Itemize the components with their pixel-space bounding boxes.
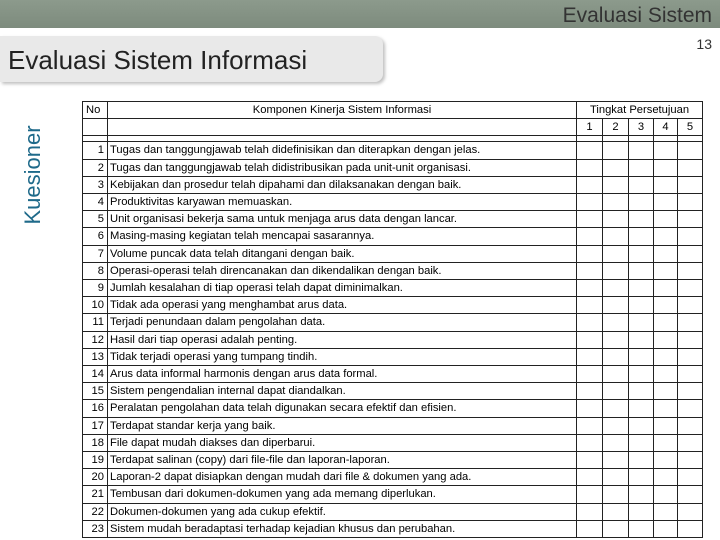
rating-cell-3[interactable] bbox=[629, 245, 654, 262]
rating-cell-4[interactable] bbox=[654, 245, 678, 262]
row-statement: File dapat mudah diakses dan diperbarui. bbox=[108, 434, 577, 451]
rating-cell-5[interactable] bbox=[678, 314, 703, 331]
rating-cell-1[interactable] bbox=[577, 297, 603, 314]
rating-cell-3[interactable] bbox=[629, 297, 654, 314]
rating-cell-1[interactable] bbox=[577, 503, 603, 520]
rating-cell-3[interactable] bbox=[629, 400, 654, 417]
table-row bbox=[83, 366, 703, 383]
rating-cell-3[interactable] bbox=[629, 348, 654, 365]
row-number: 1 bbox=[83, 142, 108, 159]
rating-cell-3[interactable] bbox=[629, 314, 654, 331]
row-number: 16 bbox=[83, 400, 108, 417]
rating-cell-1[interactable] bbox=[577, 211, 603, 228]
table-row bbox=[83, 159, 703, 176]
questionnaire-table bbox=[82, 101, 703, 538]
col-agreement-header: Tingkat Persetujuan bbox=[577, 102, 703, 119]
rating-cell-1[interactable] bbox=[577, 331, 603, 348]
scale-empty-component bbox=[108, 119, 577, 136]
rating-cell-2[interactable] bbox=[603, 520, 629, 537]
rating-cell-2[interactable] bbox=[603, 194, 629, 211]
rating-cell-5[interactable] bbox=[678, 434, 703, 451]
rating-cell-4[interactable] bbox=[654, 417, 678, 434]
scale-header-3: 3 bbox=[629, 119, 654, 136]
rating-cell-1[interactable] bbox=[577, 194, 603, 211]
row-statement: Sistem pengendalian internal dapat diandalkan. bbox=[108, 383, 577, 400]
rating-cell-4[interactable] bbox=[654, 262, 678, 279]
row-number: 3 bbox=[83, 176, 108, 193]
rating-cell-2[interactable] bbox=[603, 176, 629, 193]
row-number: 4 bbox=[83, 194, 108, 211]
rating-cell-4[interactable] bbox=[654, 348, 678, 365]
rating-cell-1[interactable] bbox=[577, 245, 603, 262]
rating-cell-5[interactable] bbox=[678, 280, 703, 297]
rating-cell-2[interactable] bbox=[603, 348, 629, 365]
rating-cell-1[interactable] bbox=[577, 142, 603, 159]
row-statement: Jumlah kesalahan di tiap operasi telah dapat diminimalkan. bbox=[108, 280, 577, 297]
row-number: 10 bbox=[83, 297, 108, 314]
rating-cell-5[interactable] bbox=[678, 262, 703, 279]
rating-cell-5[interactable] bbox=[678, 194, 703, 211]
rating-cell-2[interactable] bbox=[603, 383, 629, 400]
rating-cell-1[interactable] bbox=[577, 348, 603, 365]
rating-cell-1[interactable] bbox=[577, 520, 603, 537]
rating-cell-4[interactable] bbox=[654, 486, 678, 503]
rating-cell-1[interactable] bbox=[577, 417, 603, 434]
row-number: 5 bbox=[83, 211, 108, 228]
table-row bbox=[83, 452, 703, 469]
rating-cell-5[interactable] bbox=[678, 211, 703, 228]
table-row bbox=[83, 228, 703, 245]
row-number: 13 bbox=[83, 348, 108, 365]
rating-cell-2[interactable] bbox=[603, 503, 629, 520]
rating-cell-3[interactable] bbox=[629, 417, 654, 434]
table-row bbox=[83, 469, 703, 486]
table-row bbox=[83, 434, 703, 451]
row-statement: Terdapat salinan (copy) dari file-file dan laporan-laporan. bbox=[108, 452, 577, 469]
rating-cell-5[interactable] bbox=[678, 331, 703, 348]
rating-cell-1[interactable] bbox=[577, 469, 603, 486]
rating-cell-1[interactable] bbox=[577, 400, 603, 417]
side-label: Kuesioner bbox=[20, 125, 45, 225]
rating-cell-5[interactable] bbox=[678, 159, 703, 176]
rating-cell-3[interactable] bbox=[629, 366, 654, 383]
rating-cell-5[interactable] bbox=[678, 366, 703, 383]
rating-cell-4[interactable] bbox=[654, 366, 678, 383]
header-row bbox=[83, 102, 703, 119]
rating-cell-3[interactable] bbox=[629, 159, 654, 176]
rating-cell-3[interactable] bbox=[629, 142, 654, 159]
table-row bbox=[83, 503, 703, 520]
row-number: 8 bbox=[83, 262, 108, 279]
table-row bbox=[83, 245, 703, 262]
rating-cell-4[interactable] bbox=[654, 452, 678, 469]
side-label-wrap bbox=[20, 100, 46, 250]
rating-cell-5[interactable] bbox=[678, 400, 703, 417]
rating-cell-2[interactable] bbox=[603, 297, 629, 314]
scale-header-2: 2 bbox=[603, 119, 629, 136]
rating-cell-4[interactable] bbox=[654, 469, 678, 486]
table-row bbox=[83, 280, 703, 297]
table-row bbox=[83, 314, 703, 331]
row-number: 22 bbox=[83, 503, 108, 520]
rating-cell-4[interactable] bbox=[654, 331, 678, 348]
rating-cell-2[interactable] bbox=[603, 366, 629, 383]
rating-cell-2[interactable] bbox=[603, 280, 629, 297]
row-statement: Sistem mudah beradaptasi terhadap kejadian khusus dan perubahan. bbox=[108, 520, 577, 537]
rating-cell-5[interactable] bbox=[678, 228, 703, 245]
row-statement: Operasi-operasi telah direncanakan dan dikendalikan dengan baik. bbox=[108, 262, 577, 279]
rating-cell-5[interactable] bbox=[678, 348, 703, 365]
col-no-header: No bbox=[83, 102, 108, 119]
rating-cell-2[interactable] bbox=[603, 228, 629, 245]
rating-cell-1[interactable] bbox=[577, 383, 603, 400]
rating-cell-4[interactable] bbox=[654, 434, 678, 451]
col-component-header: Komponen Kinerja Sistem Informasi bbox=[108, 102, 577, 119]
page-number: 13 bbox=[696, 36, 712, 52]
rating-cell-4[interactable] bbox=[654, 383, 678, 400]
row-number: 14 bbox=[83, 366, 108, 383]
rating-cell-1[interactable] bbox=[577, 366, 603, 383]
row-statement: Arus data informal harmonis dengan arus data formal. bbox=[108, 366, 577, 383]
row-number: 7 bbox=[83, 245, 108, 262]
rating-cell-2[interactable] bbox=[603, 486, 629, 503]
rating-cell-1[interactable] bbox=[577, 228, 603, 245]
table-row bbox=[83, 176, 703, 193]
row-statement: Tembusan dari dokumen-dokumen yang ada memang diperlukan. bbox=[108, 486, 577, 503]
rating-cell-2[interactable] bbox=[603, 245, 629, 262]
rating-cell-4[interactable] bbox=[654, 520, 678, 537]
rating-cell-5[interactable] bbox=[678, 503, 703, 520]
row-statement: Dokumen-dokumen yang ada cukup efektif. bbox=[108, 503, 577, 520]
rating-cell-3[interactable] bbox=[629, 211, 654, 228]
row-number: 2 bbox=[83, 159, 108, 176]
row-statement: Volume puncak data telah ditangani dengan baik. bbox=[108, 245, 577, 262]
rating-cell-1[interactable] bbox=[577, 486, 603, 503]
row-number: 19 bbox=[83, 452, 108, 469]
rating-cell-2[interactable] bbox=[603, 262, 629, 279]
rating-cell-4[interactable] bbox=[654, 280, 678, 297]
rating-cell-5[interactable] bbox=[678, 520, 703, 537]
slide-title: Evaluasi Sistem Informasi bbox=[8, 45, 308, 75]
rating-cell-4[interactable] bbox=[654, 194, 678, 211]
row-statement: Tidak terjadi operasi yang tumpang tindih. bbox=[108, 348, 577, 365]
row-number: 23 bbox=[83, 520, 108, 537]
rating-cell-1[interactable] bbox=[577, 434, 603, 451]
row-number: 20 bbox=[83, 469, 108, 486]
rating-cell-5[interactable] bbox=[678, 486, 703, 503]
rating-cell-5[interactable] bbox=[678, 142, 703, 159]
rating-cell-3[interactable] bbox=[629, 194, 654, 211]
scale-header-1: 1 bbox=[577, 119, 603, 136]
rating-cell-3[interactable] bbox=[629, 452, 654, 469]
row-number: 12 bbox=[83, 331, 108, 348]
rating-cell-3[interactable] bbox=[629, 469, 654, 486]
rating-cell-2[interactable] bbox=[603, 159, 629, 176]
row-number: 6 bbox=[83, 228, 108, 245]
table-row bbox=[83, 520, 703, 537]
row-number: 15 bbox=[83, 383, 108, 400]
rating-cell-1[interactable] bbox=[577, 176, 603, 193]
rating-cell-2[interactable] bbox=[603, 331, 629, 348]
row-number: 17 bbox=[83, 417, 108, 434]
table-row bbox=[83, 486, 703, 503]
rating-cell-2[interactable] bbox=[603, 400, 629, 417]
rating-cell-4[interactable] bbox=[654, 176, 678, 193]
rating-cell-5[interactable] bbox=[678, 452, 703, 469]
rating-cell-3[interactable] bbox=[629, 176, 654, 193]
rating-cell-2[interactable] bbox=[603, 211, 629, 228]
rating-cell-4[interactable] bbox=[654, 314, 678, 331]
row-number: 21 bbox=[83, 486, 108, 503]
rating-cell-4[interactable] bbox=[654, 297, 678, 314]
row-statement: Peralatan pengolahan data telah digunakan secara efektif dan efisien. bbox=[108, 400, 577, 417]
rating-cell-2[interactable] bbox=[603, 469, 629, 486]
row-statement: Hasil dari tiap operasi adalah penting. bbox=[108, 331, 577, 348]
table-row bbox=[83, 211, 703, 228]
header-title: Evaluasi Sistem bbox=[562, 4, 712, 27]
table-row bbox=[83, 262, 703, 279]
row-statement: Terjadi penundaan dalam pengolahan data. bbox=[108, 314, 577, 331]
scale-empty-no bbox=[83, 119, 108, 136]
rating-cell-1[interactable] bbox=[577, 159, 603, 176]
rating-cell-5[interactable] bbox=[678, 297, 703, 314]
scale-header-5: 5 bbox=[678, 119, 703, 136]
row-statement: Tugas dan tanggungjawab telah didefinisikan dan diterapkan dengan jelas. bbox=[108, 142, 577, 159]
row-number: 11 bbox=[83, 314, 108, 331]
table-row bbox=[83, 194, 703, 211]
rating-cell-1[interactable] bbox=[577, 280, 603, 297]
scale-header-4: 4 bbox=[654, 119, 678, 136]
rating-cell-4[interactable] bbox=[654, 211, 678, 228]
rating-cell-2[interactable] bbox=[603, 434, 629, 451]
rating-cell-2[interactable] bbox=[603, 314, 629, 331]
table-row bbox=[83, 383, 703, 400]
rating-cell-5[interactable] bbox=[678, 469, 703, 486]
table-row bbox=[83, 142, 703, 159]
slide-title-box bbox=[0, 36, 383, 82]
rating-cell-4[interactable] bbox=[654, 142, 678, 159]
row-number: 9 bbox=[83, 280, 108, 297]
row-statement: Terdapat standar kerja yang baik. bbox=[108, 417, 577, 434]
rating-cell-2[interactable] bbox=[603, 417, 629, 434]
rating-cell-2[interactable] bbox=[603, 452, 629, 469]
rating-cell-3[interactable] bbox=[629, 434, 654, 451]
rating-cell-3[interactable] bbox=[629, 503, 654, 520]
table-row bbox=[83, 348, 703, 365]
rating-cell-5[interactable] bbox=[678, 176, 703, 193]
rating-cell-3[interactable] bbox=[629, 228, 654, 245]
rating-cell-3[interactable] bbox=[629, 383, 654, 400]
row-statement: Tidak ada operasi yang menghambat arus data. bbox=[108, 297, 577, 314]
row-statement: Kebijakan dan prosedur telah dipahami dan dilaksanakan dengan baik. bbox=[108, 176, 577, 193]
rating-cell-1[interactable] bbox=[577, 262, 603, 279]
rating-cell-3[interactable] bbox=[629, 486, 654, 503]
rating-cell-2[interactable] bbox=[603, 142, 629, 159]
row-number: 18 bbox=[83, 434, 108, 451]
rating-cell-3[interactable] bbox=[629, 280, 654, 297]
rating-cell-5[interactable] bbox=[678, 383, 703, 400]
rating-cell-4[interactable] bbox=[654, 228, 678, 245]
rating-cell-5[interactable] bbox=[678, 245, 703, 262]
rating-cell-3[interactable] bbox=[629, 262, 654, 279]
rating-cell-5[interactable] bbox=[678, 417, 703, 434]
scale-row bbox=[83, 119, 703, 136]
rating-cell-4[interactable] bbox=[654, 159, 678, 176]
table-row bbox=[83, 297, 703, 314]
rating-cell-4[interactable] bbox=[654, 400, 678, 417]
rating-cell-1[interactable] bbox=[577, 452, 603, 469]
row-statement: Laporan-2 dapat disiapkan dengan mudah dari file & dokumen yang ada. bbox=[108, 469, 577, 486]
rating-cell-3[interactable] bbox=[629, 331, 654, 348]
rating-cell-4[interactable] bbox=[654, 503, 678, 520]
row-statement: Tugas dan tanggungjawab telah didistribusikan pada unit-unit organisasi. bbox=[108, 159, 577, 176]
rating-cell-1[interactable] bbox=[577, 314, 603, 331]
table-row bbox=[83, 331, 703, 348]
row-statement: Unit organisasi bekerja sama untuk menjaga arus data dengan lancar. bbox=[108, 211, 577, 228]
row-statement: Produktivitas karyawan memuaskan. bbox=[108, 194, 577, 211]
rating-cell-3[interactable] bbox=[629, 520, 654, 537]
table-row bbox=[83, 400, 703, 417]
row-statement: Masing-masing kegiatan telah mencapai sasarannya. bbox=[108, 228, 577, 245]
table-row bbox=[83, 417, 703, 434]
